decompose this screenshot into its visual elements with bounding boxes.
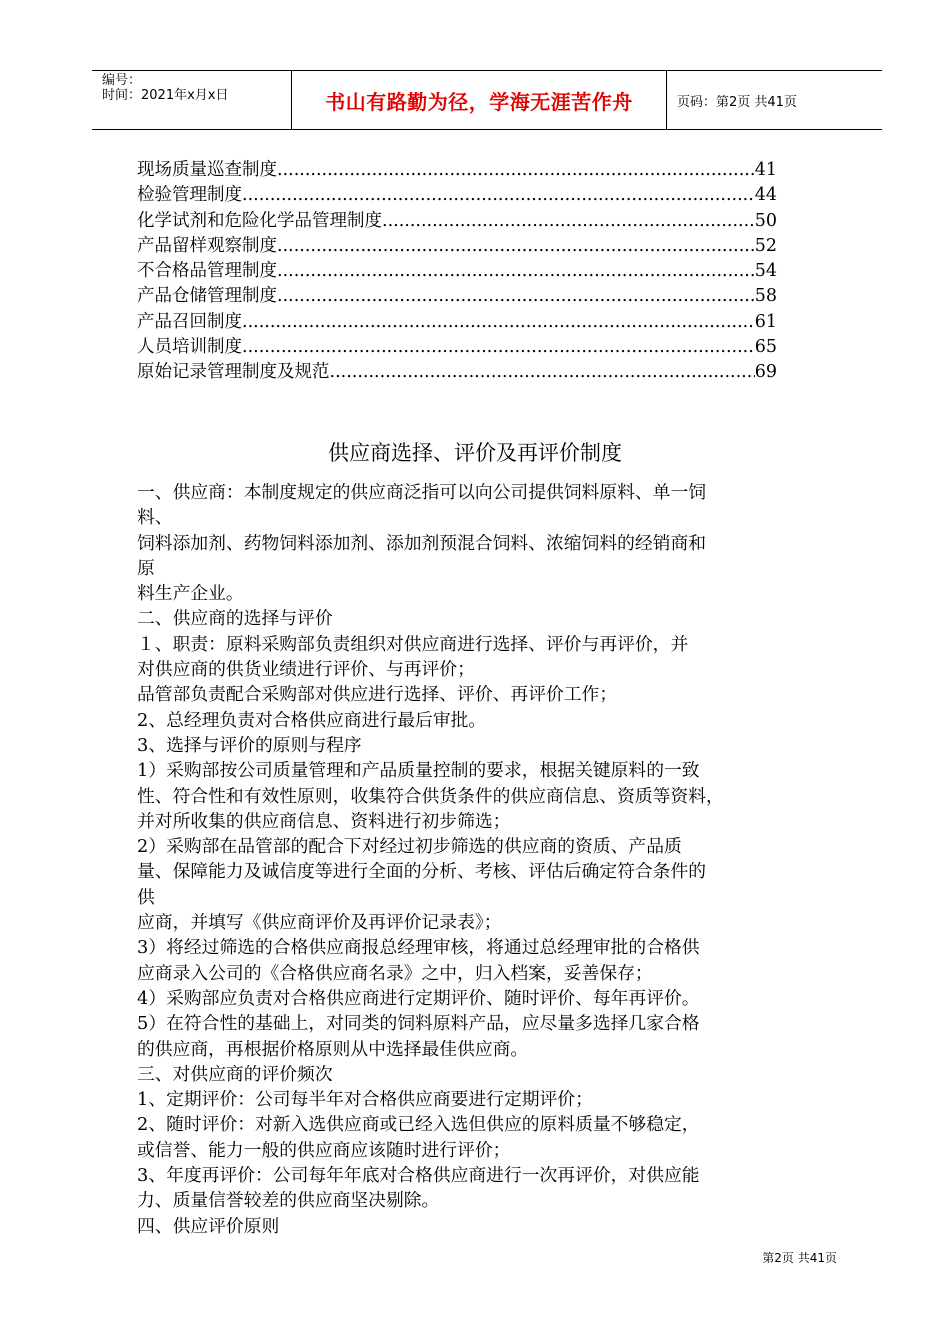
toc-entry-title: 不合格品管理制度 (137, 261, 277, 282)
header-page-info: 页码：第2页 共41页 (677, 94, 797, 110)
toc-leader-dots (277, 158, 755, 183)
body-line: 并对所收集的供应商信息、资料进行初步筛选； (137, 810, 511, 832)
toc-leader-dots (382, 209, 755, 234)
body-line: 3）将经过筛选的合格供应商报总经理审核，将通过总经理审批的合格供 (137, 937, 700, 959)
body-line: 2、随时评价：对新入选供应商或已经入选但供应的原料质量不够稳定， (137, 1114, 700, 1136)
toc-leader-dots (330, 360, 755, 385)
body-line: 1）采购部按公司质量管理和产品质量控制的要求，根据关键原料的一致 (137, 760, 700, 782)
toc-entry-page: 58 (754, 286, 777, 307)
toc-entry-page: 44 (754, 185, 777, 206)
body-line: 2）采购部在品管部的配合下对经过初步筛选的供应商的资质、产品质 (137, 836, 682, 858)
body-line: 5）在符合性的基础上，对同类的饲料原料产品，应尽量多选择几家合格 (137, 1013, 700, 1035)
body-line: 品管部负责配合采购部对供应进行选择、评价、再评价工作； (137, 684, 618, 706)
toc-entry (137, 284, 777, 309)
body-line: 料、 (137, 507, 173, 529)
toc-leader-dots (277, 234, 755, 259)
toc-entry-title: 化学试剂和危险化学品管理制度 (137, 210, 382, 231)
toc-leader-dots (242, 183, 755, 208)
toc-entry-title: 现场质量巡查制度 (137, 160, 277, 180)
body-line: 二、供应商的选择与评价 (137, 608, 333, 630)
toc-leader-dots (242, 310, 755, 335)
document-number-label: 编号： (102, 73, 142, 88)
toc-entry (137, 335, 777, 360)
toc-entry-title: 产品仓储管理制度 (137, 286, 277, 307)
toc-entry (137, 209, 777, 234)
body-line: 应商，并填写《供应商评价及再评价记录表》； (137, 912, 502, 934)
body-line: 三、对供应商的评价频次 (137, 1063, 333, 1085)
toc-leader-dots (277, 284, 755, 309)
toc-leader-dots (242, 335, 755, 360)
toc-entry (137, 158, 777, 183)
body-line: 对供应商的供货业绩进行评价、与再评价； (137, 659, 475, 681)
body-line: 2、总经理负责对合格供应商进行最后审批。 (137, 709, 487, 731)
toc-entry (137, 234, 777, 259)
body-line: 或信誉、能力一般的供应商应该随时进行评价； (137, 1139, 511, 1161)
toc-entry (137, 183, 777, 208)
body-line: 一、供应商：本制度规定的供应商泛指可以向公司提供饲料原料、单一饲 (137, 482, 707, 503)
document-time: 时间：2021年x月x日 (102, 88, 229, 103)
page-footer: 第2页 共41页 (762, 1251, 837, 1265)
toc-entry-title: 检验管理制度 (137, 185, 242, 206)
body-line: 量、保障能力及诚信度等进行全面的分析、考核、评估后确定符合条件的 (137, 861, 707, 883)
toc-entry-page: 69 (754, 362, 777, 383)
toc-leader-dots (277, 259, 755, 284)
body-line: 料生产企业。 (137, 583, 244, 605)
body-line: 3、选择与评价的原则与程序 (137, 734, 362, 756)
body-line: １、职责：原料采购部负责组织对供应商进行选择、评价与再评价，并 (137, 633, 689, 655)
toc-entry-page: 54 (754, 261, 777, 282)
toc-entry (137, 310, 777, 335)
toc-entry (137, 360, 777, 385)
toc-entry-page: 52 (754, 235, 777, 256)
body-line: 的供应商，再根据价格原则从中选择最佳供应商。 (137, 1038, 529, 1060)
body-line: 4）采购部应负责对合格供应商进行定期评价、随时评价、每年再评价。 (137, 987, 700, 1009)
section-title: 供应商选择、评价及再评价制度 (328, 441, 622, 465)
header-meta (92, 71, 292, 129)
toc-entry-page: 65 (754, 337, 777, 358)
body-line: 性、符合性和有效性原则，收集符合供货条件的供应商信息、资质等资料， (137, 785, 724, 807)
body-line: 饲料添加剂、药物饲料添加剂、添加剂预混合饲料、浓缩饲料的经销商和 (137, 532, 707, 554)
body-line: 供 (137, 886, 155, 908)
body-line: 1、定期评价：公司每半年对合格供应商要进行定期评价； (137, 1089, 593, 1111)
body-line: 力、质量信誉较差的供应商坚决剔除。 (137, 1190, 440, 1212)
page-header (92, 70, 882, 130)
document-body (137, 480, 842, 1239)
header-motto: 书山有路勤为径，学海无涯苦作舟 (292, 71, 667, 129)
toc-entry-page: 50 (754, 210, 777, 231)
toc-entry (137, 259, 777, 284)
toc-entry-title: 人员培训制度 (137, 337, 242, 358)
toc-entry-page: 41 (754, 160, 777, 180)
toc-entry-title: 产品召回制度 (137, 311, 242, 332)
toc-entry-page: 61 (754, 311, 777, 332)
table-of-contents (137, 158, 777, 386)
body-line: 四、供应评价原则 (137, 1215, 280, 1237)
toc-entry-title: 产品留样观察制度 (137, 235, 277, 256)
body-line: 应商录入公司的《合格供应商名录》之中，归入档案，妥善保存； (137, 962, 653, 984)
body-line: 原 (137, 557, 155, 579)
toc-entry-title: 原始记录管理制度及规范 (137, 362, 330, 383)
body-line: 3、年度再评价：公司每年年底对合格供应商进行一次再评价，对供应能 (137, 1165, 700, 1187)
